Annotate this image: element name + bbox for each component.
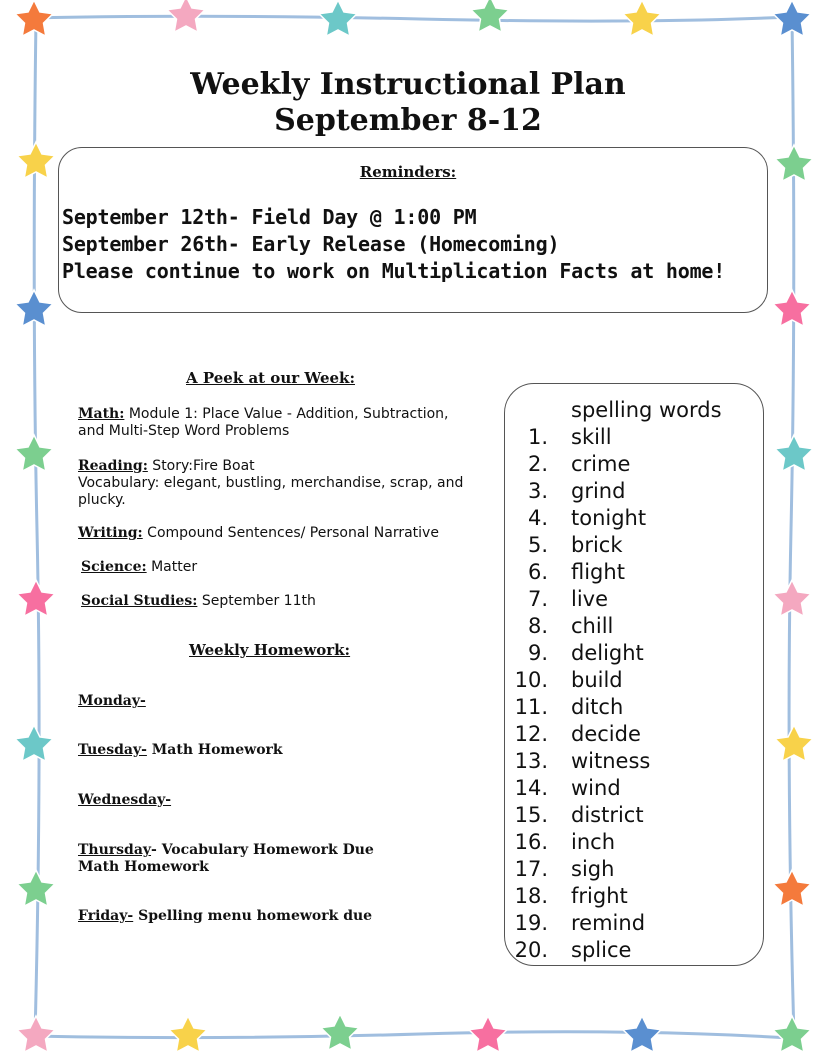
spelling-word-number: 9. (527, 641, 548, 665)
spelling-word: skill (571, 425, 612, 449)
spelling-word: witness (571, 749, 651, 773)
spelling-word-item (508, 883, 650, 910)
spelling-word-number: 11. (514, 695, 548, 719)
science-text: Matter (146, 559, 198, 575)
reminder-line: Please continue to work on Multiplication Facts at home! (62, 259, 726, 283)
spelling-word-item (508, 532, 650, 559)
spelling-word: inch (571, 830, 615, 854)
friday-text: Spelling menu homework due (133, 908, 373, 924)
spelling-word: brick (571, 533, 623, 557)
reading-label: Reading: (78, 458, 148, 474)
math-text: Module 1: Place Value - Addition, Subtraction, and Multi-Step Word Problems (78, 406, 449, 439)
spelling-word-item (508, 613, 650, 640)
thursday-label: Thursday (78, 842, 152, 858)
friday-label: Friday- (78, 908, 134, 924)
spelling-word-item (508, 559, 650, 586)
spelling-word-item (508, 748, 650, 775)
thursday-text-2: Math Homework (78, 859, 209, 875)
social-studies-label: Social Studies: (81, 593, 198, 609)
spelling-word-item (508, 451, 650, 478)
writing-text: Compound Sentences/ Personal Narrative (142, 525, 439, 541)
spelling-word: sigh (571, 857, 615, 881)
page-title: Weekly Instructional Plan (190, 67, 626, 102)
page-subtitle-dates: September 8-12 (274, 103, 542, 138)
homework-monday (78, 693, 146, 710)
reminder-line: September 12th- Field Day @ 1:00 PM (62, 205, 477, 229)
spelling-word-number: 19. (514, 911, 548, 935)
spelling-word: grind (571, 479, 626, 503)
vocabulary-text: Vocabulary: elegant, bustling, merchandise, scrap, and plucky. (78, 475, 464, 508)
spelling-word-item (508, 586, 650, 613)
spelling-title: spelling words (571, 398, 722, 422)
spelling-word-number: 12. (514, 722, 548, 746)
spelling-word-number: 15. (514, 803, 548, 827)
spelling-word-number: 7. (527, 587, 548, 611)
reading-text: Story:Fire Boat (147, 458, 255, 474)
spelling-word-item (508, 775, 650, 802)
science-label: Science: (81, 559, 147, 575)
math-label: Math: (78, 406, 125, 422)
spelling-word: wind (571, 776, 621, 800)
spelling-word: tonight (571, 506, 647, 530)
homework-friday (78, 908, 372, 925)
spelling-word-number: 10. (514, 668, 548, 692)
spelling-word-item (508, 829, 650, 856)
science-entry (81, 559, 481, 576)
monday-label: Monday- (78, 693, 146, 709)
spelling-word-number: 14. (514, 776, 548, 800)
spelling-word: district (571, 803, 644, 827)
spelling-word: crime (571, 452, 631, 476)
spelling-word: flight (571, 560, 625, 584)
math-entry (78, 406, 478, 440)
spelling-word: fright (571, 884, 628, 908)
homework-heading: Weekly Homework: (189, 641, 351, 659)
writing-label: Writing: (78, 525, 143, 541)
spelling-word-item (508, 856, 650, 883)
spelling-word-number: 6. (527, 560, 548, 584)
spelling-word: ditch (571, 695, 624, 719)
spelling-word-number: 4. (527, 506, 548, 530)
spelling-word: chill (571, 614, 614, 638)
spelling-word: build (571, 668, 623, 692)
tuesday-text: Math Homework (146, 742, 283, 758)
spelling-word-item (508, 640, 650, 667)
spelling-word-item (508, 937, 650, 964)
spelling-word-number: 20. (514, 938, 548, 962)
homework-tuesday (78, 742, 283, 759)
spelling-word-number: 16. (514, 830, 548, 854)
writing-entry (78, 525, 478, 542)
spelling-word-item (508, 424, 650, 451)
spelling-word: splice (571, 938, 632, 962)
spelling-word-number: 8. (527, 614, 548, 638)
spelling-word-item (508, 667, 650, 694)
spelling-word-item (508, 721, 650, 748)
reminder-line: September 26th- Early Release (Homecoming) (62, 232, 560, 256)
spelling-word-item (508, 694, 650, 721)
spelling-word-item (508, 478, 650, 505)
spelling-word-number: 1. (527, 425, 548, 449)
tuesday-label: Tuesday- (78, 742, 147, 758)
spelling-word-item (508, 505, 650, 532)
homework-wednesday (78, 792, 171, 809)
spelling-word-number: 13. (514, 749, 548, 773)
social-studies-entry (81, 593, 481, 610)
homework-thursday (78, 842, 374, 876)
spelling-word-number: 3. (527, 479, 548, 503)
spelling-word: delight (571, 641, 644, 665)
reading-entry (78, 458, 478, 509)
spelling-word-number: 17. (514, 857, 548, 881)
thursday-text: - Vocabulary Homework Due (151, 842, 374, 858)
wednesday-label: Wednesday- (78, 792, 172, 808)
spelling-word-number: 2. (527, 452, 548, 476)
social-studies-text: September 11th (197, 593, 316, 609)
spelling-word-item (508, 910, 650, 937)
spelling-word-item (508, 802, 650, 829)
spelling-word: live (571, 587, 609, 611)
spelling-word-number: 18. (514, 884, 548, 908)
peek-heading: A Peek at our Week: (186, 369, 355, 387)
spelling-list (508, 424, 650, 964)
spelling-word: decide (571, 722, 641, 746)
spelling-word-number: 5. (527, 533, 548, 557)
spelling-word: remind (571, 911, 646, 935)
reminders-heading: Reminders: (359, 163, 457, 181)
